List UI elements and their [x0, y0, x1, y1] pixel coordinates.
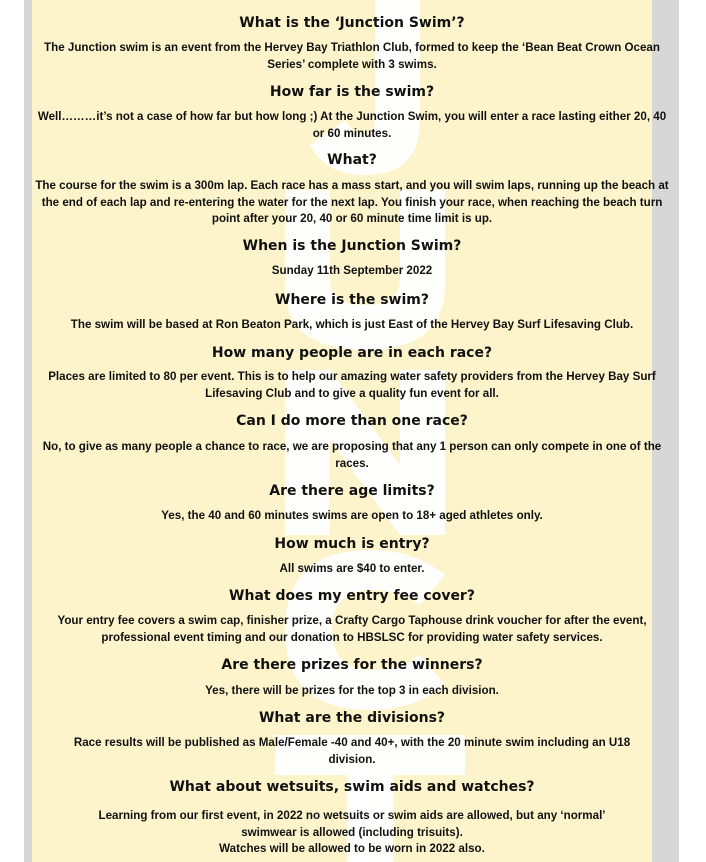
faq-answer: Sunday 11th September 2022: [271, 264, 433, 277]
faq-question: What?: [327, 152, 377, 168]
faq-question: How much is entry?: [274, 536, 430, 552]
faq-question: What is the ‘Junction Swim’?: [239, 15, 465, 31]
faq-question: Are there age limits?: [269, 483, 435, 499]
faq-answer: Learning from our first event, in 2022 no wetsuits or swim aids are allowed, but any ‘normal’ swimwear is allowed (including trisuits). Watches will be allowed to be worn in 2022 also.: [98, 809, 606, 855]
faq-answer: Well………it’s not a case of how far but how long ;) At the Junction Swim, you will enter a race lasting either 20, 40 or 60 minutes.: [37, 110, 667, 140]
faq-answer: Your entry fee covers a swim cap, finisher prize, a Crafty Cargo Taphouse drink voucher for after the event, professional event timing and our donation to HBSLSC for providing water safety services.: [57, 614, 647, 644]
faq-answer: Yes, there will be prizes for the top 3 in each division.: [205, 684, 499, 697]
faq-question: When is the Junction Swim?: [242, 238, 462, 254]
faq-answer: The Junction swim is an event from the Hervey Bay Triathlon Club, formed to keep the ‘Bean Beat Crown Ocean Series’ complete with 3 swims.: [44, 41, 660, 71]
faq-answer: Race results will be published as Male/Female -40 and 40+, with the 20 minute swim including an U18 division.: [73, 736, 631, 766]
faq-answer: The course for the swim is a 300m lap. Each race has a mass start, and you will swim laps, running up the beach at the end of each lap and re-entering the water for the next lap. You finish your race, when reaching the beach turn point after your 20, 40 or 60 minute time limit is up.: [35, 179, 669, 225]
faq-question: Are there prizes for the winners?: [221, 657, 483, 673]
faq-answer: All swims are $40 to enter.: [279, 562, 425, 575]
faq-answer: The swim will be based at Ron Beaton Park, which is just East of the Hervey Bay Surf Lifesaving Club.: [70, 318, 634, 331]
faq-question: What about wetsuits, swim aids and watches?: [169, 779, 535, 795]
faq-question: What does my entry fee cover?: [229, 588, 475, 604]
faq-question: Where is the swim?: [275, 292, 429, 308]
faq-answer: Yes, the 40 and 60 minutes swims are open to 18+ aged athletes only.: [161, 509, 543, 522]
faq-question: What are the divisions?: [258, 710, 446, 726]
faq-question: How many people are in each race?: [211, 345, 493, 361]
faq-answer: Places are limited to 80 per event. This is to help our amazing water safety providers from the Hervey Bay Surf Lifesaving Club and to give a quality fun event for all.: [48, 370, 656, 400]
faq-question: Can I do more than one race?: [236, 413, 468, 429]
faq-question: How far is the swim?: [269, 84, 435, 100]
faq-answer: No, to give as many people a chance to race, we are proposing that any 1 person can only compete in one of the races.: [42, 440, 662, 470]
